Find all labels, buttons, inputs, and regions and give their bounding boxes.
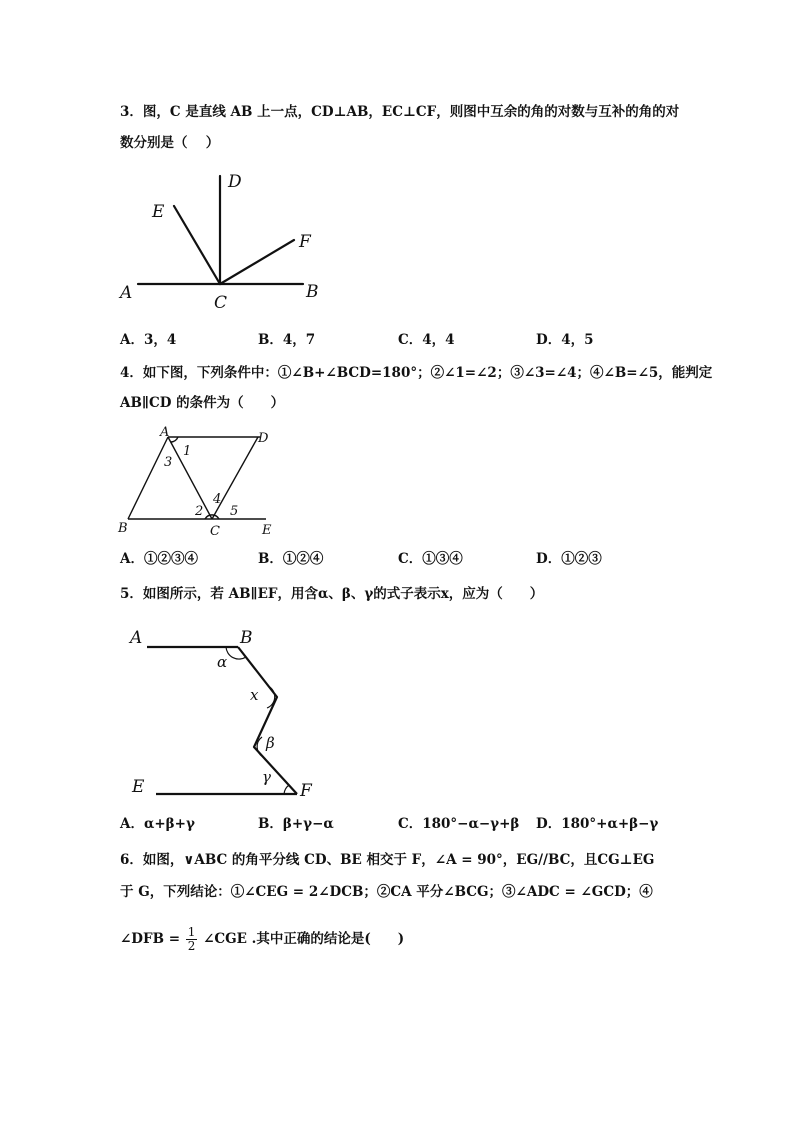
q5-option-d[interactable]: D．180°+α+β−γ [536,816,659,832]
q3-label-b: B [306,282,319,302]
q6-stem-line1: 6．如图，∨ABC 的角平分线 CD、BE 相交于 F，∠A = 90°，EG//BC，且CG⊥EG [120,852,655,868]
q5-label-beta: β [266,734,275,752]
q3-option-b[interactable]: B．4，7 [258,332,316,348]
q4-label-c: C [210,524,220,539]
q4-option-b[interactable]: B．①②④ [258,551,324,567]
q3-option-c[interactable]: C．4，4 [398,332,455,348]
q5-label-alpha: α [217,653,228,671]
q3-label-f: F [299,232,311,252]
q5-label-a: A [130,628,143,648]
q3-option-d[interactable]: D．4，5 [536,332,594,348]
q4-label-3: 3 [164,455,173,470]
q5-option-b[interactable]: B．β+γ−α [258,816,334,832]
q6-stem-line3-pre: ∠DFB = [120,931,181,947]
q6-stem-line2: 于 G，下列结论：①∠CEG = 2∠DCB；②CA 平分∠BCG；③∠ADC = ∠GCD；④ [120,884,653,900]
q5-label-f: F [300,781,312,801]
q3-option-a[interactable]: A．3，4 [120,332,177,348]
q5-label-e: E [132,777,145,797]
q6-stem-line3-post: ∠CGE .其中正确的结论是( ) [203,931,405,947]
q3-label-d: D [228,172,242,192]
q3-stem-line2: 数分别是（ ） [120,135,220,151]
q4-label-d: D [258,431,269,446]
q4-stem-line1: 4．如下图，下列条件中：①∠B+∠BCD=180°；②∠1=∠2；③∠3=∠4；④∠B=∠5，能判定 [120,365,713,381]
q4-label-2: 2 [195,504,204,519]
q4-label-4: 4 [213,492,222,507]
q4-option-a[interactable]: A．①②③④ [120,551,198,567]
q5-arc-gamma [284,785,289,794]
q5-label-b: B [240,628,253,648]
q6-fraction-numerator: 1 [187,925,196,939]
q4-stem-line2: AB∥CD 的条件为（ ） [120,395,285,411]
q5-option-c[interactable]: C．180°−α−γ+β [398,816,520,832]
q5-stem-line1: 5．如图所示，若 AB∥EF，用含α、β、γ的式子表示x，应为（ ） [120,586,544,602]
q4-option-d[interactable]: D．①②③ [536,551,602,567]
q4-label-b: B [118,521,128,536]
q3-stem-line1: 3．图，C 是直线 AB 上一点，CD⊥AB，EC⊥CF，则图中互余的角的对数与互补的角的对 [120,104,680,120]
q4-option-c[interactable]: C．①③④ [398,551,463,567]
q5-label-gamma: γ [262,768,271,786]
q6-fraction-denominator: 2 [187,939,196,953]
q3-label-a: A [120,283,133,303]
q6-stem-line3 [120,926,404,953]
q3-label-e: E [152,202,165,222]
q6-fraction [186,926,198,953]
q4-label-5: 5 [230,504,239,519]
q5-label-x: x [250,686,259,704]
q3-label-c: C [214,293,228,313]
q4-label-e: E [262,523,272,538]
q4-label-a: A [160,425,170,440]
q5-option-a[interactable]: A．α+β+γ [120,816,195,832]
q4-label-1: 1 [183,444,192,459]
